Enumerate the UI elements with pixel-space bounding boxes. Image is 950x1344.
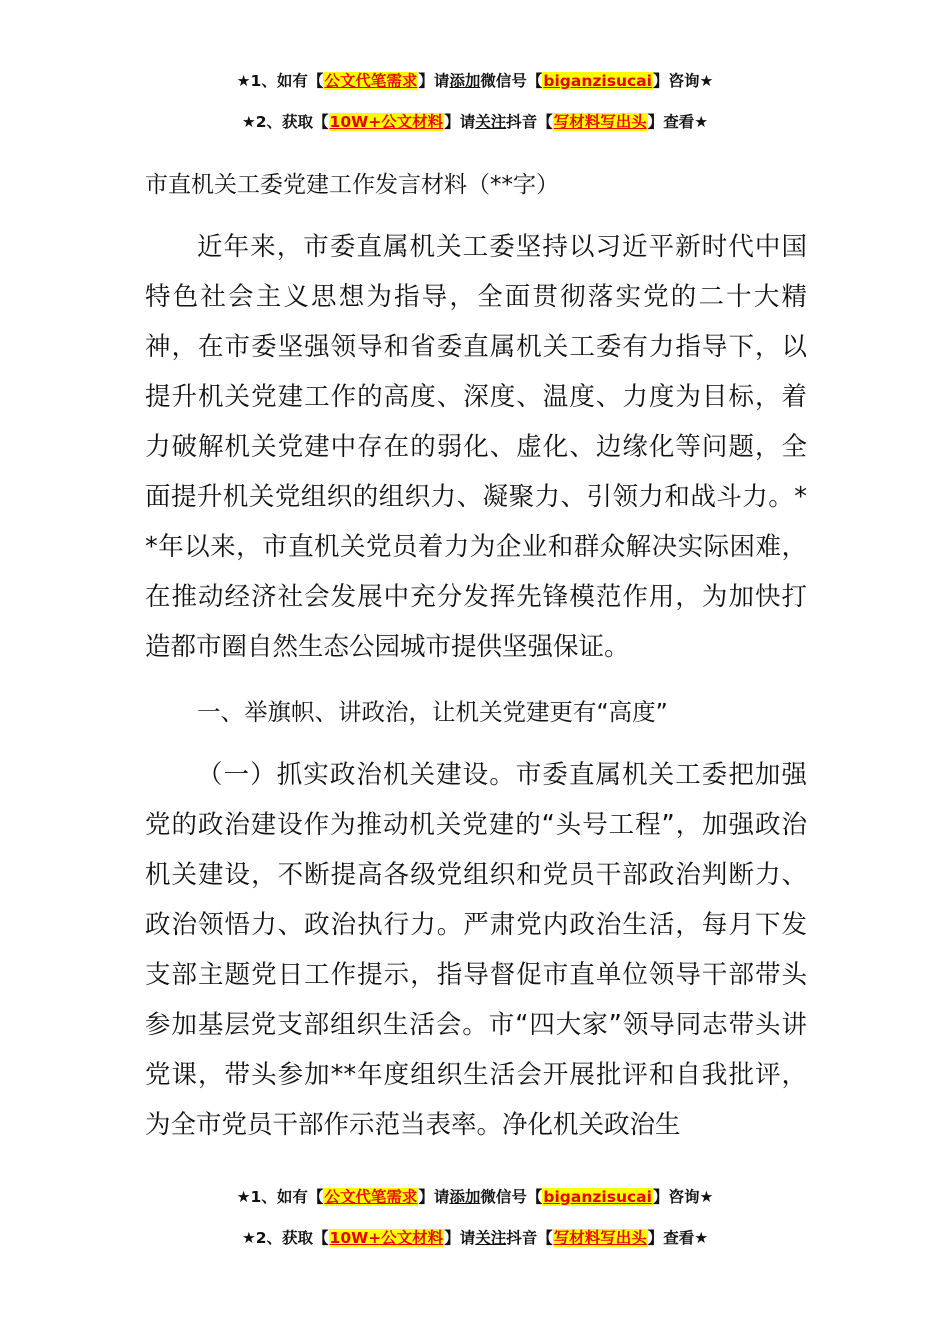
highlight-wechat-id: biganzisucai: [543, 72, 652, 90]
highlight-service: 公文代笔需求: [324, 72, 418, 90]
section-heading-1: 一、举旗帜、讲政治，让机关党建更有“高度”: [197, 698, 668, 726]
star-icon: ★: [241, 113, 256, 131]
highlight-service: 公文代笔需求: [324, 1188, 418, 1206]
document-title: 市直机关工委党建工作发言材料（**字）: [145, 172, 559, 198]
highlight-douyin-id: 写材料写出头: [553, 1229, 647, 1247]
star-icon: ★: [236, 1188, 251, 1206]
highlight-materials: 10W+公文材料: [329, 1229, 444, 1247]
star-icon: ★: [236, 72, 251, 90]
highlight-wechat-id: biganzisucai: [543, 1188, 652, 1206]
intro-paragraph: 近年来，市委直属机关工委坚持以习近平新时代中国特色社会主义思想为指导，全面贯彻落实党的二十大精神，在市委坚强领导和省委直属机关工委有力指导下，以提升机关党建工作的高度、深度、温度、力度为目标，着力破解机关党建中存在的弱化、虚化、边缘化等问题，全面提升机关党组织的组织力、凝聚力、引领力和战斗力。**年以来，市直机关党员着力为企业和群众解决实际困难，在推动经济社会发展中充分发挥先锋模范作用，为加快打造都市圈自然生态公园城市提供坚强保证。: [145, 232, 807, 662]
star-icon: ★: [241, 1229, 256, 1247]
highlight-douyin-id: 写材料写出头: [553, 113, 647, 131]
section-1-paragraph: （一）抓实政治机关建设。市委直属机关工委把加强党的政治建设作为推动机关党建的“头号工程”，加强政治机关建设，不断提高各级党组织和党员干部政治判断力、政治领悟力、政治执行力。严肃党内政治生活，每月下发支部主题党日工作提示，指导督促市直单位领导干部带头参加基层党支部组织生活会。市“四大家”领导同志带头讲党课，带头参加**年度组织生活会开展批评和自我批评，为全市党员干部作示范当表率。净化机关政治生: [145, 760, 807, 1140]
promo-banner-bottom-2: ★2、获取【10W+公文材料】请关注抖音【写材料写出头】查看★: [241, 1229, 709, 1247]
promo-banner-bottom-1: ★1、如有【公文代笔需求】请添加微信号【biganzisucai】咨询★: [236, 1188, 714, 1206]
promo-banner-top-2: ★2、获取【10W+公文材料】请关注抖音【写材料写出头】查看★: [241, 113, 709, 131]
highlight-materials: 10W+公文材料: [329, 113, 444, 131]
promo-banner-top-1: ★1、如有【公文代笔需求】请添加微信号【biganzisucai】咨询★: [236, 72, 714, 90]
